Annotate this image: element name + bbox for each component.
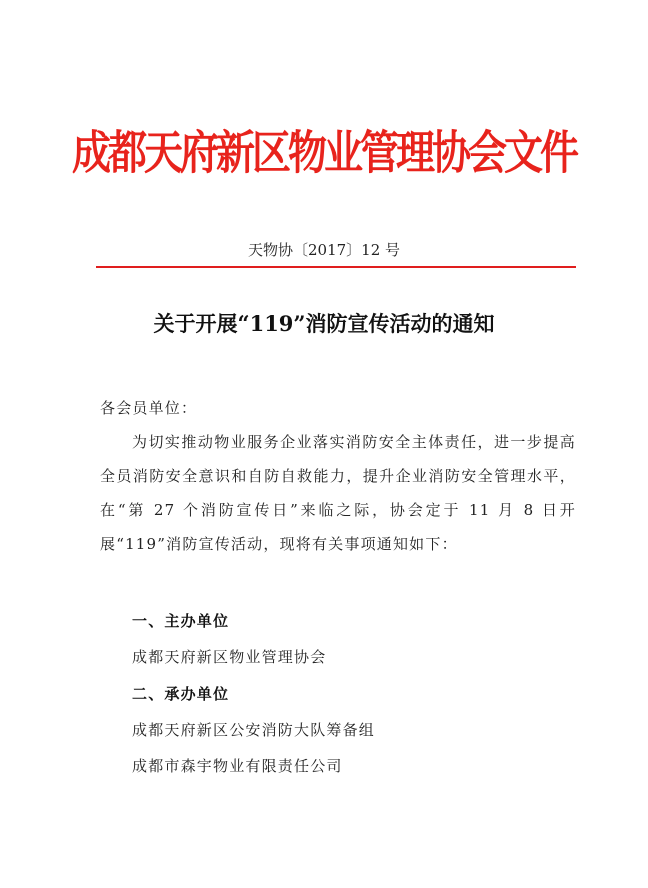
salutation: 各会员单位： xyxy=(100,399,198,417)
section-item: 成都天府新区物业管理协会 xyxy=(132,648,327,666)
document-number: 天物协〔2017〕12 号 xyxy=(247,241,401,259)
section-item: 成都市森宇物业有限责任公司 xyxy=(132,757,343,775)
intro-paragraph: 为切实推动物业服务企业落实消防安全主体责任，进一步提高全员消防安全意识和自防自救能力，提升企业消防安全管理水平，在“第 27 个消防宣传日”来临之际，协会定于 11 月 8 日开展“119”消防宣传活动，现将有关事项通知如下： xyxy=(100,433,576,553)
section-item: 成都天府新区公安消防大队筹备组 xyxy=(132,721,376,739)
section-heading-organizer: 一、主办单位 xyxy=(132,612,230,630)
document-title: 关于开展“119”消防宣传活动的通知 xyxy=(153,311,495,336)
section-heading-co-organizer: 二、承办单位 xyxy=(132,685,230,703)
document-header: 成都天府新区物业管理协会文件 xyxy=(71,126,576,181)
red-divider xyxy=(96,266,576,268)
